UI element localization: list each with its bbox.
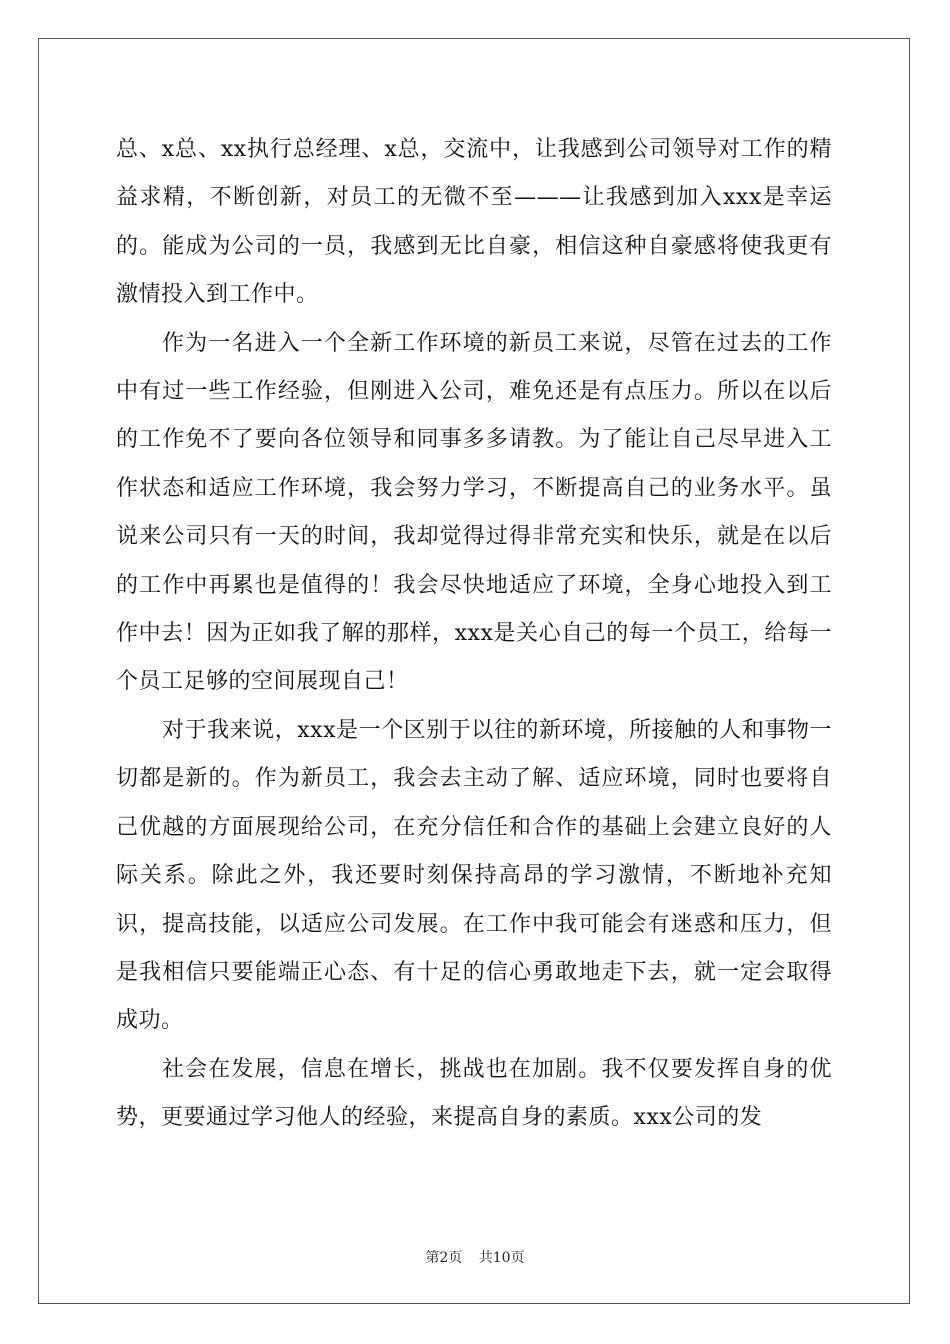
paragraph-2: 作为一名进入一个全新工作环境的新员工来说，尽管在过去的工作中有过一些工作经验，但刚进入公司，难免还是有点压力。所以在以后的工作免不了要向各位领导和同事多多请教。为了能让自己尽早进入工作状态和适应工作环境，我会努力学习，不断提高自己的业务水平。虽说来公司只有一天的时间，我却觉得过得非常充实和快乐，就是在以后的工作中再累也是值得的！我会尽快地适应了环境，全身心地投入到工作中去！因为正如我了解的那样，xxx是关心自己的每一个员工，给每一个员工足够的空间展现自己！: [116, 330, 832, 695]
page-total: 共10页: [478, 1250, 525, 1266]
page-number: 第2页: [425, 1250, 463, 1266]
paragraph-1: 总、x总、xx执行总经理、x总，交流中，让我感到公司领导对工作的精益求精，不断创新，对员工的无微不至———让我感到加入xxx是幸运的。能成为公司的一员，我感到无比自豪，相信这种自豪感将使我更有激情投入到工作中。: [116, 137, 832, 308]
paragraph-3: 对于我来说，xxx是一个区别于以往的新环境，所接触的人和事物一切都是新的。作为新员工，我会去主动了解、适应环境，同时也要将自己优越的方面展现给公司，在充分信任和合作的基础上会建立良好的人际关系。除此之外，我还要时刻保持高昂的学习激情，不断地补充知识，提高技能，以适应公司发展。在工作中我可能会有迷惑和压力，但是我相信只要能端正心态、有十足的信心勇敢地走下去，就一定会取得成功。: [116, 717, 832, 1034]
document-body: [116, 126, 832, 1143]
page-footer: [0, 1247, 950, 1267]
paragraph-4: 社会在发展，信息在增长，挑战也在加剧。我不仅要发挥自身的优势，更要通过学习他人的经验，来提高自身的素质。xxx公司的发: [116, 1056, 832, 1131]
